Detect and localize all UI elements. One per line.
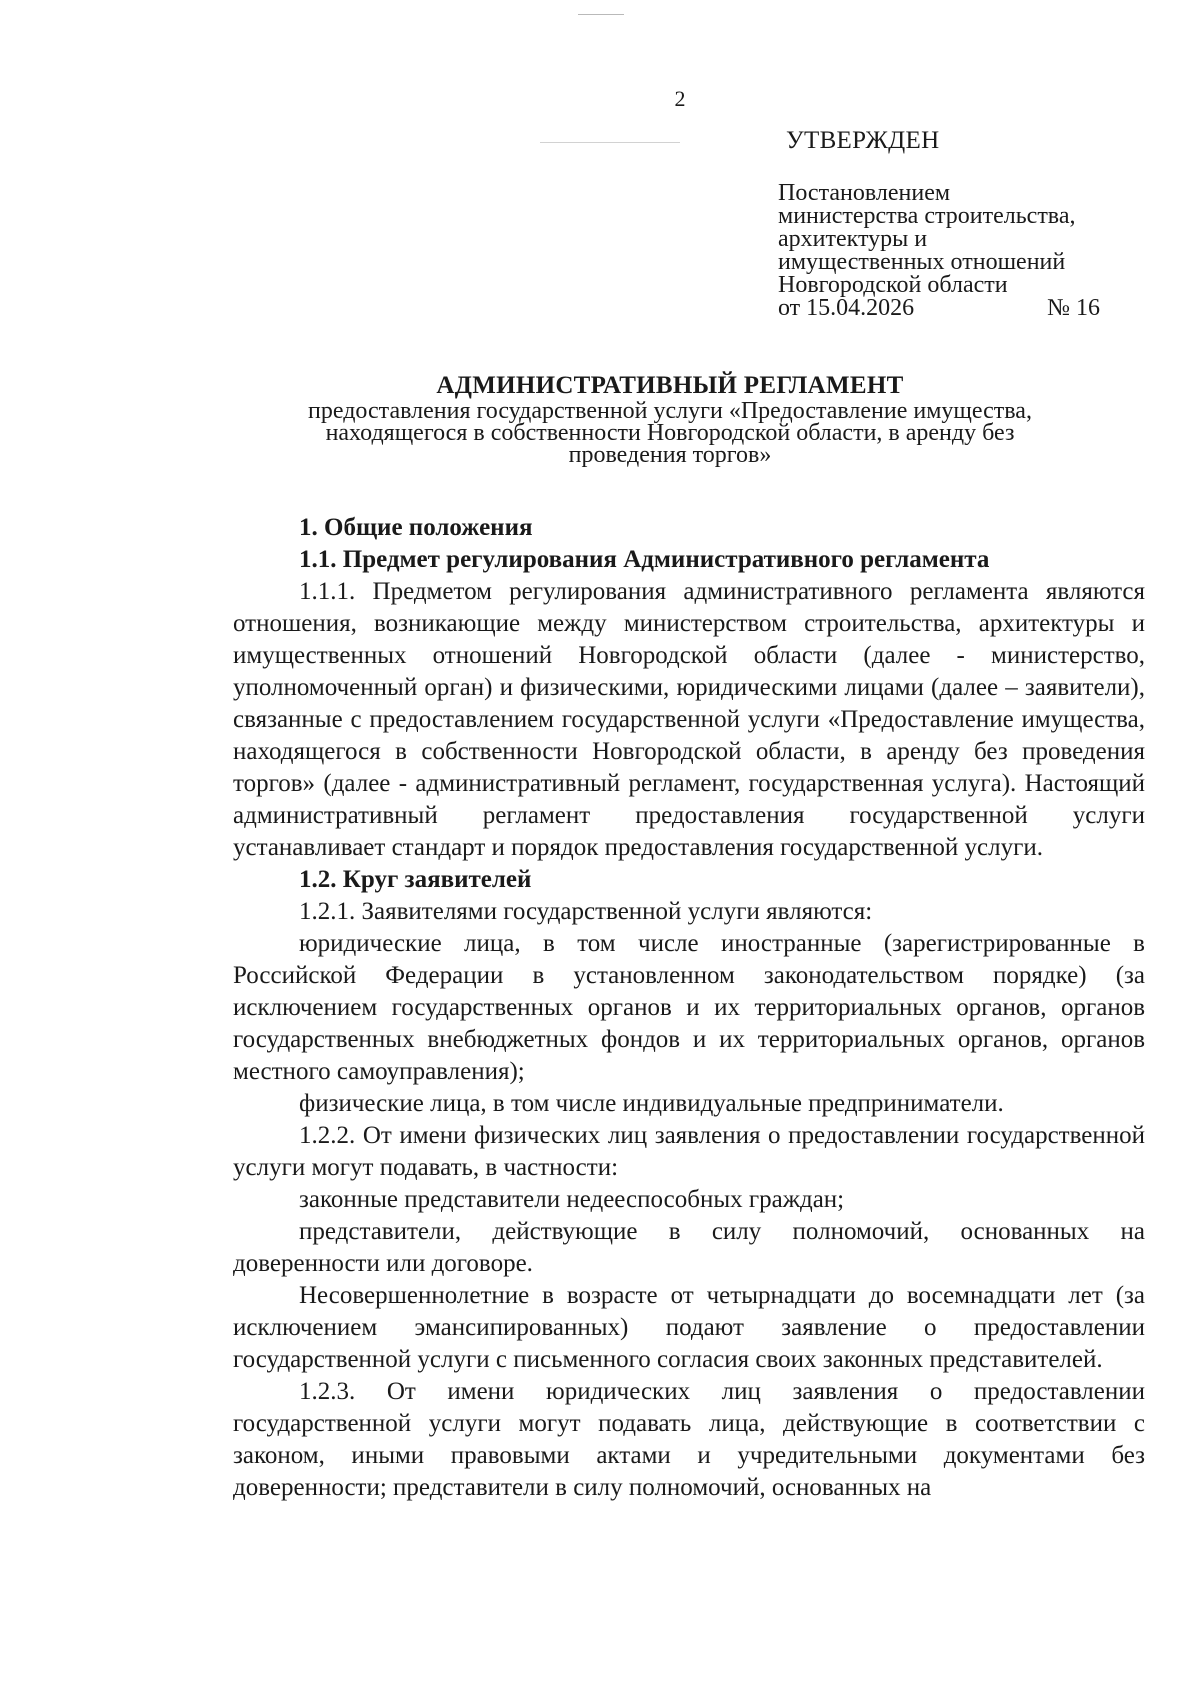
document-subtitle-line: проведения торгов» xyxy=(568,442,772,468)
paragraph: 1.2.1. Заявителями государственной услуги являются: xyxy=(299,898,873,925)
scan-artifact xyxy=(540,142,680,143)
paragraph: 1.1.1. Предметом регулирования административного регламента являются отношения, возникающие между министерством строительства, архитектуры и имущественных отношений Новгородской области (далее - министерство, уполномоченный орган) и физическими, юридическими лицами (далее – заявители), связанные с предоставлением государственной услуги «Предоставление имущества, находящегося в собственности Новгородской области, в аренду без проведения торгов» (далее - административный регламент, государственная услуга). Настоящий административный регламент предоставления государственной услуги устанавливает стандарт и порядок предоставления государственной услуги. xyxy=(233,578,1145,861)
title-block xyxy=(230,372,1110,466)
approval-line: Новгородской области xyxy=(778,272,1008,298)
approval-block xyxy=(778,182,1108,320)
paragraph: законные представители недееспособных граждан; xyxy=(299,1186,845,1213)
approval-line: министерства строительства, xyxy=(778,203,1076,229)
subsection-heading: 1.2. Круг заявителей xyxy=(299,866,532,893)
approval-line: имущественных отношений xyxy=(778,249,1066,275)
approval-date-row xyxy=(778,297,1100,320)
approval-date: от 15.04.2026 xyxy=(778,295,915,321)
paragraph: представители, действующие в силу полномочий, основанных на доверенности или договоре. xyxy=(233,1218,1145,1277)
page-number: 2 xyxy=(674,86,686,111)
document-subtitle-line: предоставления государственной услуги «Предоставление имущества, xyxy=(308,398,1032,424)
approval-stamp: УТВЕРЖДЕН xyxy=(786,127,940,154)
document-subtitle-line: находящегося в собственности Новгородской области, в аренду без xyxy=(325,420,1015,446)
document-title: АДМИНИСТРАТИВНЫЙ РЕГЛАМЕНТ xyxy=(436,372,904,399)
subsection-heading: 1.1. Предмет регулирования Административного регламента xyxy=(299,546,990,573)
paragraph: Несовершеннолетние в возрасте от четырнадцати до восемнадцати лет (за исключением эмансипированных) подают заявление о предоставлении государственной услуги с письменного согласия своих законных представителей. xyxy=(233,1282,1145,1373)
approval-number: № 16 xyxy=(1047,295,1100,321)
document-body xyxy=(233,512,1145,1504)
paragraph: 1.2.2. От имени физических лиц заявления о предоставлении государственной услуги могут подавать, в частности: xyxy=(233,1122,1145,1181)
section-heading: 1. Общие положения xyxy=(299,514,533,541)
paragraph: 1.2.3. От имени юридических лиц заявления о предоставлении государственной услуги могут подавать лица, действующие в соответствии с законом, иными правовыми актами и учредительными документами без доверенности; представители в силу полномочий, основанных на xyxy=(233,1378,1145,1501)
scan-artifact xyxy=(578,14,624,15)
approval-line: архитектуры и xyxy=(778,226,928,252)
approval-line: Постановлением xyxy=(778,180,951,206)
paragraph: физические лица, в том числе индивидуальные предприниматели. xyxy=(299,1090,1004,1117)
paragraph: юридические лица, в том числе иностранные (зарегистрированные в Российской Федерации в установленном законодательством порядке) (за исключением государственных органов и их территориальных органов, органов государственных внебюджетных фондов и их территориальных органов, органов местного самоуправления); xyxy=(233,930,1145,1085)
